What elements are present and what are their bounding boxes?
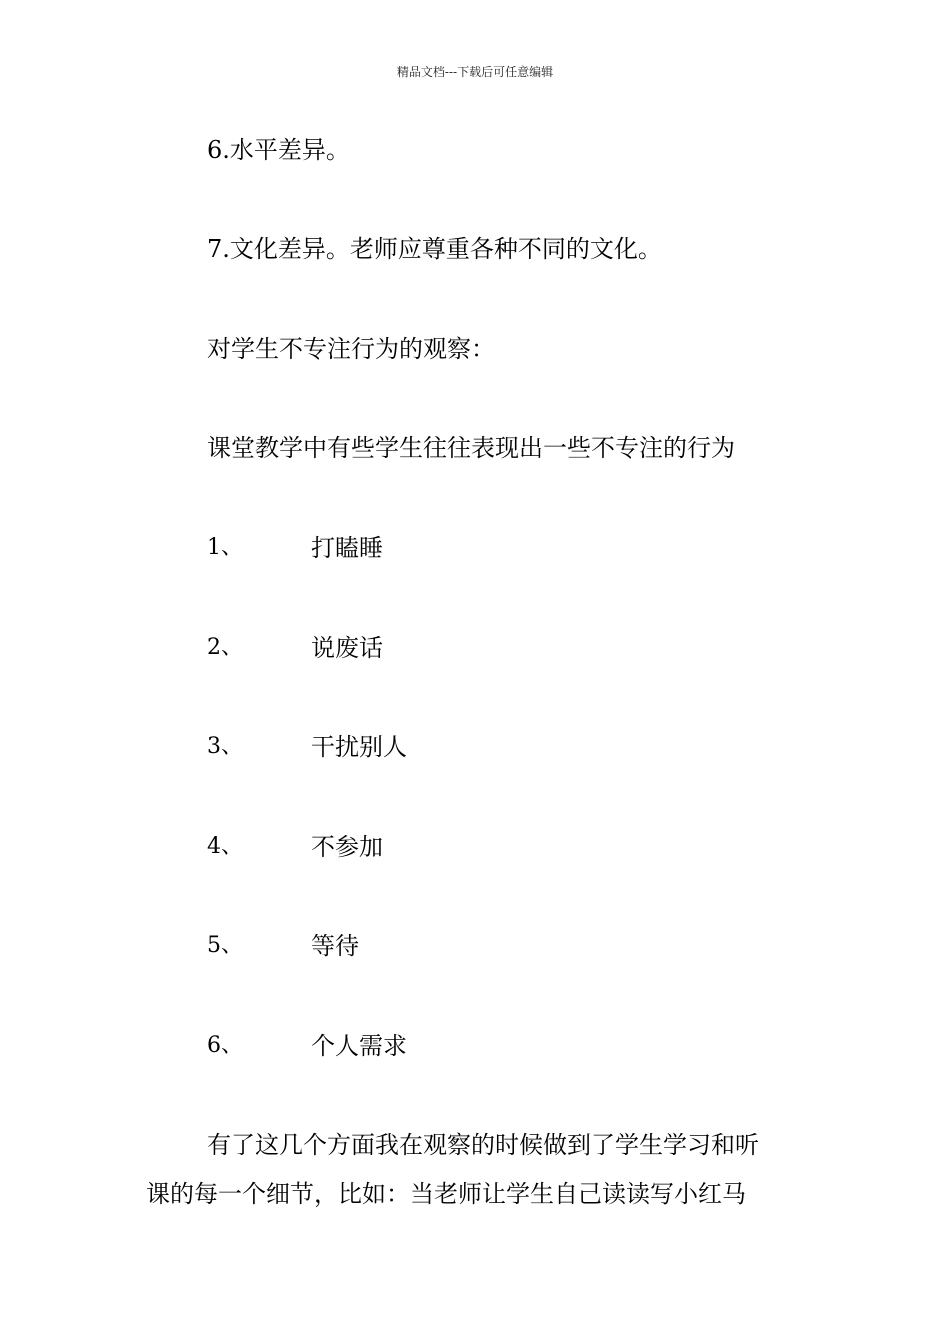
paragraph-line-1: 有了这几个方面我在观察的时候做到了学生学习和听 — [207, 1131, 759, 1159]
list-item-text: 个人需求 — [311, 1032, 407, 1060]
section-heading-observation: 对学生不专注行为的观察： — [207, 335, 495, 363]
list-item-number: 5、 — [207, 933, 243, 958]
list-item-text: 不参加 — [311, 833, 383, 861]
text-line-level-difference: 6.水平差异。 — [207, 136, 350, 164]
text-line-intro: 课堂教学中有些学生往往表现出一些不专注的行为 — [207, 434, 735, 462]
list-item-text: 等待 — [311, 932, 359, 960]
list-item-number: 2、 — [207, 635, 243, 660]
paragraph-line-2: 课的每一个细节，比如：当老师让学生自己读读写小红马 — [146, 1180, 746, 1208]
list-item-number: 4、 — [207, 834, 243, 859]
page-header: 精品文档---下载后可任意编辑 — [396, 65, 554, 79]
text-line-culture-difference: 7.文化差异。老师应尊重各种不同的文化。 — [207, 235, 662, 263]
list-item-number: 3、 — [207, 734, 243, 759]
list-item-number: 1、 — [207, 535, 243, 560]
list-item-text: 打瞌睡 — [311, 534, 383, 562]
list-item-text: 干扰别人 — [311, 733, 407, 761]
list-item-text: 说废话 — [311, 634, 383, 662]
list-item-number: 6、 — [207, 1033, 243, 1058]
